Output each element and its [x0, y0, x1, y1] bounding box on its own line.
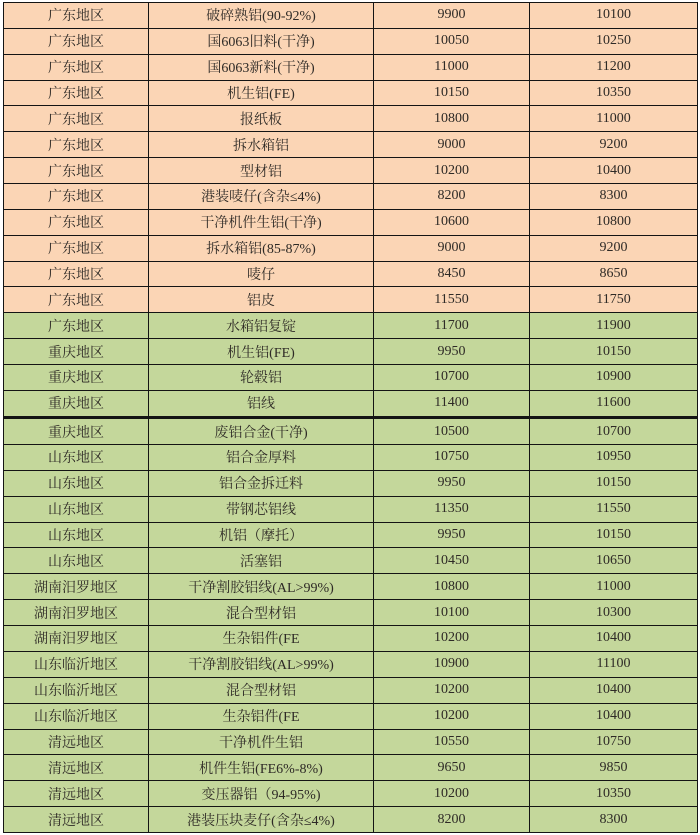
table-row: [4, 261, 698, 287]
region-cell: 山东地区: [4, 470, 149, 496]
item-cell: 唛仔: [149, 261, 374, 287]
table-row: [4, 365, 698, 391]
table-row: [4, 781, 698, 807]
item-cell: 破碎熟铝(90-92%): [149, 3, 374, 29]
region-cell: 广东地区: [4, 132, 149, 158]
low-price-cell: 10800: [374, 574, 530, 600]
item-cell: 港装唛仔(含杂≤4%): [149, 184, 374, 210]
item-cell: 干净机件生铝(干净): [149, 209, 374, 235]
high-price-cell: 11000: [530, 574, 698, 600]
low-price-cell: 10700: [374, 365, 530, 391]
item-cell: 国6063新料(干净): [149, 54, 374, 80]
low-price-cell: 9000: [374, 132, 530, 158]
high-price-cell: 11100: [530, 651, 698, 677]
item-cell: 机生铝(FE): [149, 80, 374, 106]
table-row: [4, 390, 698, 417]
high-price-cell: 11000: [530, 106, 698, 132]
table-row: [4, 600, 698, 626]
low-price-cell: 9950: [374, 470, 530, 496]
item-cell: 铝线: [149, 390, 374, 417]
high-price-cell: 10250: [530, 28, 698, 54]
item-cell: 铝合金拆迁料: [149, 470, 374, 496]
region-cell: 清远地区: [4, 781, 149, 807]
region-cell: 广东地区: [4, 235, 149, 261]
low-price-cell: 10900: [374, 651, 530, 677]
region-cell: 湖南汨罗地区: [4, 626, 149, 652]
item-cell: 活塞铝: [149, 548, 374, 574]
high-price-cell: 10350: [530, 80, 698, 106]
high-price-cell: 10400: [530, 677, 698, 703]
low-price-cell: 10200: [374, 158, 530, 184]
low-price-cell: 9900: [374, 3, 530, 29]
high-price-cell: 10400: [530, 158, 698, 184]
low-price-cell: 11400: [374, 390, 530, 417]
low-price-cell: 8450: [374, 261, 530, 287]
low-price-cell: 9650: [374, 755, 530, 781]
table-row: [4, 470, 698, 496]
high-price-cell: 10350: [530, 781, 698, 807]
item-cell: 报纸板: [149, 106, 374, 132]
item-cell: 铝合金厚料: [149, 445, 374, 471]
low-price-cell: 10100: [374, 600, 530, 626]
high-price-cell: 8300: [530, 807, 698, 833]
high-price-cell: 10700: [530, 417, 698, 444]
region-cell: 山东临沂地区: [4, 677, 149, 703]
item-cell: 变压器铝（94-95%): [149, 781, 374, 807]
high-price-cell: 10300: [530, 600, 698, 626]
table-row: [4, 287, 698, 313]
table-row: [4, 132, 698, 158]
item-cell: 铝皮: [149, 287, 374, 313]
low-price-cell: 9950: [374, 339, 530, 365]
low-price-cell: 9000: [374, 235, 530, 261]
region-cell: 山东地区: [4, 522, 149, 548]
high-price-cell: 10400: [530, 626, 698, 652]
table-row: [4, 158, 698, 184]
price-table-body: [4, 3, 698, 833]
low-price-cell: 10500: [374, 417, 530, 444]
high-price-cell: 10150: [530, 470, 698, 496]
table-row: [4, 729, 698, 755]
table-row: [4, 496, 698, 522]
item-cell: 混合型材铝: [149, 677, 374, 703]
item-cell: 机铝（摩托）: [149, 522, 374, 548]
table-row: [4, 417, 698, 444]
table-row: [4, 339, 698, 365]
table-row: [4, 313, 698, 339]
low-price-cell: 10600: [374, 209, 530, 235]
table-row: [4, 703, 698, 729]
high-price-cell: 11200: [530, 54, 698, 80]
region-cell: 广东地区: [4, 287, 149, 313]
low-price-cell: 8200: [374, 807, 530, 833]
region-cell: 广东地区: [4, 158, 149, 184]
item-cell: 型材铝: [149, 158, 374, 184]
region-cell: 山东地区: [4, 548, 149, 574]
item-cell: 港装压块麦仔(含杂≤4%): [149, 807, 374, 833]
table-row: [4, 235, 698, 261]
item-cell: 干净机件生铝: [149, 729, 374, 755]
high-price-cell: 10900: [530, 365, 698, 391]
region-cell: 广东地区: [4, 313, 149, 339]
low-price-cell: 10200: [374, 677, 530, 703]
high-price-cell: 10400: [530, 703, 698, 729]
item-cell: 生杂铝件(FE: [149, 626, 374, 652]
high-price-cell: 9200: [530, 132, 698, 158]
region-cell: 广东地区: [4, 54, 149, 80]
high-price-cell: 10750: [530, 729, 698, 755]
low-price-cell: 10200: [374, 703, 530, 729]
table-row: [4, 28, 698, 54]
region-cell: 山东临沂地区: [4, 651, 149, 677]
region-cell: 广东地区: [4, 28, 149, 54]
table-row: [4, 80, 698, 106]
low-price-cell: 10550: [374, 729, 530, 755]
high-price-cell: 9200: [530, 235, 698, 261]
item-cell: 国6063旧料(干净): [149, 28, 374, 54]
region-cell: 山东临沂地区: [4, 703, 149, 729]
low-price-cell: 10200: [374, 781, 530, 807]
low-price-cell: 10050: [374, 28, 530, 54]
low-price-cell: 11350: [374, 496, 530, 522]
region-cell: 广东地区: [4, 106, 149, 132]
high-price-cell: 10800: [530, 209, 698, 235]
item-cell: 混合型材铝: [149, 600, 374, 626]
table-row: [4, 755, 698, 781]
table-row: [4, 106, 698, 132]
low-price-cell: 11550: [374, 287, 530, 313]
low-price-cell: 8200: [374, 184, 530, 210]
item-cell: 水箱铝复锭: [149, 313, 374, 339]
item-cell: 轮毂铝: [149, 365, 374, 391]
item-cell: 生杂铝件(FE: [149, 703, 374, 729]
table-row: [4, 651, 698, 677]
item-cell: 机件生铝(FE6%-8%): [149, 755, 374, 781]
low-price-cell: 9950: [374, 522, 530, 548]
high-price-cell: 10950: [530, 445, 698, 471]
table-row: [4, 548, 698, 574]
table-row: [4, 574, 698, 600]
table-row: [4, 3, 698, 29]
table-row: [4, 184, 698, 210]
region-cell: 清远地区: [4, 807, 149, 833]
high-price-cell: 10100: [530, 3, 698, 29]
high-price-cell: 10150: [530, 339, 698, 365]
low-price-cell: 10150: [374, 80, 530, 106]
scrap-aluminum-price-table: [3, 2, 698, 833]
item-cell: 干净割胶铝线(AL>99%): [149, 574, 374, 600]
region-cell: 湖南汨罗地区: [4, 600, 149, 626]
region-cell: 重庆地区: [4, 365, 149, 391]
table-row: [4, 626, 698, 652]
item-cell: 拆水箱铝: [149, 132, 374, 158]
table-row: [4, 209, 698, 235]
region-cell: 湖南汨罗地区: [4, 574, 149, 600]
region-cell: 广东地区: [4, 184, 149, 210]
high-price-cell: 11900: [530, 313, 698, 339]
high-price-cell: 11750: [530, 287, 698, 313]
region-cell: 广东地区: [4, 209, 149, 235]
low-price-cell: 10800: [374, 106, 530, 132]
high-price-cell: 9850: [530, 755, 698, 781]
item-cell: 带钢芯铝线: [149, 496, 374, 522]
item-cell: 废铝合金(干净): [149, 417, 374, 444]
high-price-cell: 10650: [530, 548, 698, 574]
table-row: [4, 522, 698, 548]
item-cell: 干净割胶铝线(AL>99%): [149, 651, 374, 677]
high-price-cell: 8650: [530, 261, 698, 287]
high-price-cell: 11550: [530, 496, 698, 522]
region-cell: 重庆地区: [4, 390, 149, 417]
low-price-cell: 10750: [374, 445, 530, 471]
low-price-cell: 10200: [374, 626, 530, 652]
high-price-cell: 10150: [530, 522, 698, 548]
table-row: [4, 445, 698, 471]
low-price-cell: 11700: [374, 313, 530, 339]
region-cell: 广东地区: [4, 80, 149, 106]
low-price-cell: 10450: [374, 548, 530, 574]
item-cell: 拆水箱铝(85-87%): [149, 235, 374, 261]
high-price-cell: 8300: [530, 184, 698, 210]
region-cell: 重庆地区: [4, 417, 149, 444]
table-row: [4, 54, 698, 80]
region-cell: 清远地区: [4, 755, 149, 781]
region-cell: 山东地区: [4, 496, 149, 522]
table-row: [4, 807, 698, 833]
item-cell: 机生铝(FE): [149, 339, 374, 365]
table-row: [4, 677, 698, 703]
region-cell: 重庆地区: [4, 339, 149, 365]
low-price-cell: 11000: [374, 54, 530, 80]
high-price-cell: 11600: [530, 390, 698, 417]
region-cell: 清远地区: [4, 729, 149, 755]
region-cell: 广东地区: [4, 261, 149, 287]
region-cell: 山东地区: [4, 445, 149, 471]
region-cell: 广东地区: [4, 3, 149, 29]
